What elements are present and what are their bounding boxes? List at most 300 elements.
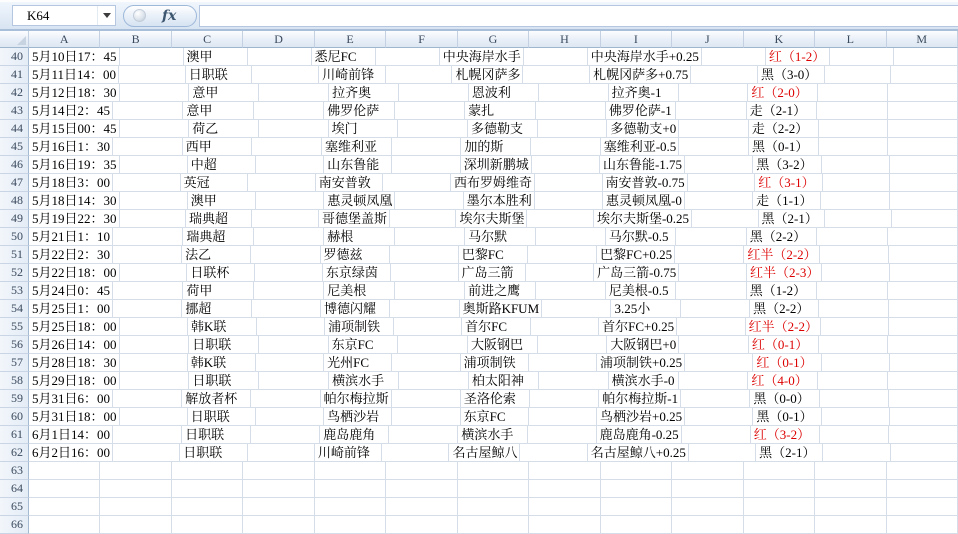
grid-cell-H65[interactable] bbox=[529, 498, 600, 516]
grid-cell-B47[interactable] bbox=[113, 174, 181, 192]
grid-cell-H50[interactable] bbox=[536, 228, 606, 246]
row-header-60[interactable]: 60 bbox=[0, 408, 29, 426]
row-header-47[interactable]: 47 bbox=[0, 174, 29, 192]
grid-cell-K61[interactable] bbox=[751, 426, 820, 444]
grid-cell-G65[interactable] bbox=[458, 498, 529, 516]
grid-cell-D43[interactable] bbox=[254, 102, 324, 120]
grid-cell-E46[interactable] bbox=[324, 156, 392, 174]
grid-cell-K50[interactable] bbox=[747, 228, 817, 246]
grid-cell-L51[interactable] bbox=[820, 246, 889, 264]
grid-cell-J60[interactable] bbox=[685, 408, 753, 426]
grid-cell-F62[interactable] bbox=[382, 444, 449, 462]
grid-cell-M55[interactable] bbox=[889, 318, 958, 336]
grid-cell-M66[interactable] bbox=[887, 516, 958, 534]
grid-cell-K52[interactable] bbox=[747, 264, 822, 282]
grid-cell-D62[interactable] bbox=[248, 444, 315, 462]
grid-cell-M56[interactable] bbox=[888, 336, 958, 354]
grid-cell-E63[interactable] bbox=[315, 462, 386, 480]
grid-cell-B66[interactable] bbox=[100, 516, 171, 534]
grid-cell-D58[interactable] bbox=[259, 372, 329, 390]
grid-cell-A42[interactable] bbox=[29, 84, 120, 102]
grid-cell-C49[interactable] bbox=[186, 210, 252, 228]
row-header-58[interactable]: 58 bbox=[0, 372, 29, 390]
grid-cell-I57[interactable] bbox=[597, 354, 685, 372]
grid-cell-E58[interactable] bbox=[329, 372, 399, 390]
grid-cell-B59[interactable] bbox=[113, 390, 182, 408]
column-header-D[interactable]: D bbox=[243, 31, 314, 48]
grid-cell-L59[interactable] bbox=[820, 390, 889, 408]
grid-cell-I56[interactable] bbox=[607, 336, 679, 354]
grid-cell-G40[interactable] bbox=[440, 48, 524, 66]
grid-cell-I44[interactable] bbox=[607, 120, 679, 138]
grid-cell-C54[interactable] bbox=[182, 300, 251, 318]
grid-cell-G51[interactable] bbox=[459, 246, 528, 264]
grid-cell-J49[interactable] bbox=[692, 210, 758, 228]
grid-cell-J53[interactable] bbox=[676, 282, 746, 300]
grid-cell-B60[interactable] bbox=[120, 408, 188, 426]
grid-cell-D63[interactable] bbox=[243, 462, 314, 480]
grid-cell-B61[interactable] bbox=[113, 426, 182, 444]
grid-cell-I65[interactable] bbox=[601, 498, 672, 516]
grid-cell-K62[interactable] bbox=[756, 444, 823, 462]
grid-cell-I59[interactable] bbox=[599, 390, 681, 408]
grid-cell-H53[interactable] bbox=[536, 282, 606, 300]
column-header-E[interactable]: E bbox=[315, 31, 386, 48]
grid-cell-L52[interactable] bbox=[822, 264, 890, 282]
row-header-51[interactable]: 51 bbox=[0, 246, 29, 264]
row-header-64[interactable]: 64 bbox=[0, 480, 29, 498]
grid-cell-G43[interactable] bbox=[465, 102, 535, 120]
grid-cell-H58[interactable] bbox=[539, 372, 609, 390]
row-header-57[interactable]: 57 bbox=[0, 354, 29, 372]
grid-cell-K48[interactable] bbox=[753, 192, 821, 210]
grid-cell-I60[interactable] bbox=[597, 408, 685, 426]
grid-cell-B57[interactable] bbox=[120, 354, 188, 372]
grid-cell-A57[interactable] bbox=[29, 354, 120, 372]
grid-cell-M52[interactable] bbox=[890, 264, 958, 282]
grid-cell-I58[interactable] bbox=[609, 372, 679, 390]
grid-cell-K46[interactable] bbox=[753, 156, 821, 174]
grid-cell-A63[interactable] bbox=[29, 462, 100, 480]
grid-cell-H43[interactable] bbox=[536, 102, 606, 120]
grid-cell-G41[interactable] bbox=[452, 66, 523, 84]
grid-cell-K63[interactable] bbox=[744, 462, 815, 480]
grid-cell-A61[interactable] bbox=[29, 426, 113, 444]
grid-cell-L60[interactable] bbox=[822, 408, 890, 426]
grid-cell-C64[interactable] bbox=[172, 480, 243, 498]
grid-cell-I53[interactable] bbox=[606, 282, 676, 300]
grid-cell-D51[interactable] bbox=[251, 246, 320, 264]
grid-cell-J65[interactable] bbox=[672, 498, 743, 516]
grid-cell-G53[interactable] bbox=[465, 282, 535, 300]
grid-cell-I46[interactable] bbox=[600, 156, 685, 174]
row-header-59[interactable]: 59 bbox=[0, 390, 29, 408]
grid-cell-H40[interactable] bbox=[524, 48, 588, 66]
grid-cell-A44[interactable] bbox=[29, 120, 120, 138]
grid-cell-G42[interactable] bbox=[469, 84, 539, 102]
grid-cell-K58[interactable] bbox=[748, 372, 818, 390]
grid-cell-B44[interactable] bbox=[120, 120, 190, 138]
grid-cell-F53[interactable] bbox=[395, 282, 465, 300]
grid-cell-F49[interactable] bbox=[390, 210, 456, 228]
grid-cell-I64[interactable] bbox=[601, 480, 672, 498]
grid-cell-A54[interactable] bbox=[29, 300, 113, 318]
grid-cell-A49[interactable] bbox=[29, 210, 120, 228]
grid-cell-B48[interactable] bbox=[120, 192, 188, 210]
grid-cell-G44[interactable] bbox=[468, 120, 538, 138]
grid-cell-D60[interactable] bbox=[256, 408, 324, 426]
grid-cell-D45[interactable] bbox=[252, 138, 322, 156]
grid-cell-K45[interactable] bbox=[749, 138, 819, 156]
column-header-I[interactable]: I bbox=[601, 31, 672, 48]
grid-cell-L45[interactable] bbox=[819, 138, 889, 156]
formula-bar-input[interactable] bbox=[199, 5, 958, 27]
grid-cell-M65[interactable] bbox=[887, 498, 958, 516]
grid-cell-F61[interactable] bbox=[389, 426, 458, 444]
grid-cell-I52[interactable] bbox=[594, 264, 679, 282]
grid-cell-I47[interactable] bbox=[603, 174, 688, 192]
grid-cell-B63[interactable] bbox=[100, 462, 171, 480]
grid-cell-C41[interactable] bbox=[186, 66, 253, 84]
grid-cell-E50[interactable] bbox=[324, 228, 394, 246]
grid-cell-K59[interactable] bbox=[750, 390, 819, 408]
grid-cell-E66[interactable] bbox=[315, 516, 386, 534]
grid-cell-I61[interactable] bbox=[597, 426, 682, 444]
grid-cell-H62[interactable] bbox=[520, 444, 587, 462]
grid-cell-M43[interactable] bbox=[888, 102, 958, 120]
grid-cell-E56[interactable] bbox=[329, 336, 399, 354]
grid-cell-H44[interactable] bbox=[538, 120, 608, 138]
grid-cell-I48[interactable] bbox=[603, 192, 685, 210]
grid-cell-D46[interactable] bbox=[256, 156, 324, 174]
grid-cell-F42[interactable] bbox=[399, 84, 469, 102]
grid-cell-F64[interactable] bbox=[386, 480, 457, 498]
grid-cell-K64[interactable] bbox=[744, 480, 815, 498]
grid-cell-F58[interactable] bbox=[399, 372, 469, 390]
grid-cell-D57[interactable] bbox=[256, 354, 324, 372]
grid-cell-I55[interactable] bbox=[599, 318, 677, 336]
grid-cell-G63[interactable] bbox=[458, 462, 529, 480]
grid-cell-D61[interactable] bbox=[251, 426, 320, 444]
grid-cell-A53[interactable] bbox=[29, 282, 113, 300]
grid-cell-M47[interactable] bbox=[890, 174, 958, 192]
grid-cell-J56[interactable] bbox=[679, 336, 749, 354]
grid-cell-A46[interactable] bbox=[29, 156, 120, 174]
grid-cell-A56[interactable] bbox=[29, 336, 120, 354]
grid-cell-L63[interactable] bbox=[815, 462, 886, 480]
grid-cell-H55[interactable] bbox=[531, 318, 600, 336]
grid-cell-I63[interactable] bbox=[601, 462, 672, 480]
grid-cell-G52[interactable] bbox=[459, 264, 527, 282]
grid-cell-L44[interactable] bbox=[819, 120, 889, 138]
grid-cell-A47[interactable] bbox=[29, 174, 113, 192]
grid-cell-J62[interactable] bbox=[689, 444, 756, 462]
row-header-49[interactable]: 49 bbox=[0, 210, 29, 228]
grid-cell-C40[interactable] bbox=[184, 48, 248, 66]
grid-cell-A52[interactable] bbox=[29, 264, 120, 282]
grid-cell-F60[interactable] bbox=[392, 408, 460, 426]
grid-cell-H61[interactable] bbox=[528, 426, 597, 444]
grid-cell-C59[interactable] bbox=[182, 390, 251, 408]
grid-cell-L56[interactable] bbox=[819, 336, 889, 354]
grid-cell-J57[interactable] bbox=[685, 354, 753, 372]
grid-cell-I66[interactable] bbox=[601, 516, 672, 534]
grid-cell-H46[interactable] bbox=[532, 156, 600, 174]
grid-cell-G50[interactable] bbox=[465, 228, 535, 246]
grid-cell-E45[interactable] bbox=[322, 138, 392, 156]
grid-cell-C60[interactable] bbox=[188, 408, 256, 426]
grid-cell-B55[interactable] bbox=[120, 318, 189, 336]
grid-cell-A48[interactable] bbox=[29, 192, 120, 210]
grid-cell-L49[interactable] bbox=[825, 210, 891, 228]
row-header-56[interactable]: 56 bbox=[0, 336, 29, 354]
grid-cell-E49[interactable] bbox=[319, 210, 390, 228]
grid-cell-L58[interactable] bbox=[818, 372, 888, 390]
grid-cell-I50[interactable] bbox=[606, 228, 676, 246]
row-header-50[interactable]: 50 bbox=[0, 228, 29, 246]
grid-cell-C50[interactable] bbox=[183, 228, 253, 246]
grid-cell-E44[interactable] bbox=[329, 120, 399, 138]
grid-cell-F59[interactable] bbox=[392, 390, 461, 408]
grid-cell-J48[interactable] bbox=[685, 192, 753, 210]
row-header-54[interactable]: 54 bbox=[0, 300, 29, 318]
row-header-52[interactable]: 52 bbox=[0, 264, 29, 282]
grid-cell-L65[interactable] bbox=[815, 498, 886, 516]
grid-cell-G61[interactable] bbox=[458, 426, 527, 444]
column-header-K[interactable]: K bbox=[744, 31, 815, 48]
grid-cell-E42[interactable] bbox=[329, 84, 399, 102]
grid-cell-A60[interactable] bbox=[29, 408, 120, 426]
grid-cell-C45[interactable] bbox=[183, 138, 253, 156]
grid-cell-G58[interactable] bbox=[469, 372, 539, 390]
grid-cell-F45[interactable] bbox=[392, 138, 462, 156]
grid-cell-F41[interactable] bbox=[386, 66, 453, 84]
grid-cell-E52[interactable] bbox=[323, 264, 391, 282]
grid-cell-G64[interactable] bbox=[458, 480, 529, 498]
grid-cell-J50[interactable] bbox=[676, 228, 746, 246]
column-header-H[interactable]: H bbox=[529, 31, 600, 48]
grid-cell-K51[interactable] bbox=[744, 246, 819, 264]
grid-cell-A55[interactable] bbox=[29, 318, 120, 336]
grid-cell-C58[interactable] bbox=[189, 372, 259, 390]
grid-cell-M48[interactable] bbox=[890, 192, 958, 210]
grid-cell-D56[interactable] bbox=[259, 336, 329, 354]
column-header-B[interactable]: B bbox=[100, 31, 171, 48]
grid-cell-C53[interactable] bbox=[183, 282, 253, 300]
grid-cell-D66[interactable] bbox=[243, 516, 314, 534]
grid-cell-H59[interactable] bbox=[530, 390, 599, 408]
grid-cell-C43[interactable] bbox=[183, 102, 253, 120]
row-header-43[interactable]: 43 bbox=[0, 102, 29, 120]
grid-cell-M50[interactable] bbox=[888, 228, 958, 246]
grid-cell-G54[interactable] bbox=[460, 300, 543, 318]
grid-cell-C47[interactable] bbox=[181, 174, 249, 192]
grid-cell-H63[interactable] bbox=[529, 462, 600, 480]
grid-cell-E64[interactable] bbox=[315, 480, 386, 498]
grid-cell-F55[interactable] bbox=[394, 318, 463, 336]
grid-cell-J52[interactable] bbox=[679, 264, 747, 282]
grid-cell-J44[interactable] bbox=[679, 120, 749, 138]
grid-cell-F44[interactable] bbox=[398, 120, 468, 138]
grid-cell-E61[interactable] bbox=[320, 426, 389, 444]
grid-cell-K42[interactable] bbox=[748, 84, 818, 102]
grid-cell-L43[interactable] bbox=[817, 102, 887, 120]
grid-cell-J61[interactable] bbox=[682, 426, 751, 444]
row-header-44[interactable]: 44 bbox=[0, 120, 29, 138]
grid-cell-F63[interactable] bbox=[386, 462, 457, 480]
grid-cell-I43[interactable] bbox=[606, 102, 676, 120]
grid-cell-H64[interactable] bbox=[529, 480, 600, 498]
grid-cell-K47[interactable] bbox=[755, 174, 823, 192]
grid-cell-C55[interactable] bbox=[188, 318, 257, 336]
grid-cell-G49[interactable] bbox=[456, 210, 527, 228]
row-header-66[interactable]: 66 bbox=[0, 516, 29, 534]
grid-cell-M42[interactable] bbox=[888, 84, 958, 102]
insert-function-button[interactable] bbox=[123, 5, 197, 27]
grid-cell-K53[interactable] bbox=[747, 282, 817, 300]
grid-cell-D42[interactable] bbox=[259, 84, 329, 102]
grid-cell-A65[interactable] bbox=[29, 498, 100, 516]
grid-cell-B52[interactable] bbox=[120, 264, 188, 282]
grid-cell-E65[interactable] bbox=[315, 498, 386, 516]
grid-cell-E55[interactable] bbox=[325, 318, 394, 336]
grid-cell-B56[interactable] bbox=[120, 336, 190, 354]
grid-cell-J51[interactable] bbox=[675, 246, 744, 264]
grid-cell-E60[interactable] bbox=[324, 408, 392, 426]
select-all-button[interactable] bbox=[0, 31, 29, 48]
grid-cell-M61[interactable] bbox=[889, 426, 958, 444]
grid-cell-H57[interactable] bbox=[529, 354, 597, 372]
grid-cell-C63[interactable] bbox=[172, 462, 243, 480]
row-header-53[interactable]: 53 bbox=[0, 282, 29, 300]
column-header-G[interactable]: G bbox=[458, 31, 529, 48]
grid-cell-C66[interactable] bbox=[172, 516, 243, 534]
grid-cell-I40[interactable] bbox=[588, 48, 702, 66]
grid-cell-H52[interactable] bbox=[526, 264, 594, 282]
grid-cell-G45[interactable] bbox=[461, 138, 531, 156]
row-header-42[interactable]: 42 bbox=[0, 84, 29, 102]
grid-cell-K43[interactable] bbox=[747, 102, 817, 120]
grid-cell-D50[interactable] bbox=[254, 228, 324, 246]
grid-cell-G56[interactable] bbox=[468, 336, 538, 354]
grid-cell-D64[interactable] bbox=[243, 480, 314, 498]
grid-cell-J59[interactable] bbox=[681, 390, 750, 408]
grid-cell-J42[interactable] bbox=[679, 84, 749, 102]
row-header-41[interactable]: 41 bbox=[0, 66, 29, 84]
grid-cell-D65[interactable] bbox=[243, 498, 314, 516]
grid-cell-I49[interactable] bbox=[594, 210, 692, 228]
grid-cell-A45[interactable] bbox=[29, 138, 113, 156]
grid-cell-I42[interactable] bbox=[609, 84, 679, 102]
grid-cell-J58[interactable] bbox=[679, 372, 749, 390]
grid-cell-M53[interactable] bbox=[888, 282, 958, 300]
grid-cell-M59[interactable] bbox=[889, 390, 958, 408]
grid-cell-L50[interactable] bbox=[817, 228, 887, 246]
column-header-C[interactable]: C bbox=[172, 31, 243, 48]
grid-cell-K40[interactable] bbox=[766, 48, 830, 66]
grid-cell-K49[interactable] bbox=[759, 210, 825, 228]
grid-cell-E43[interactable] bbox=[324, 102, 394, 120]
grid-cell-M46[interactable] bbox=[890, 156, 958, 174]
grid-cell-D48[interactable] bbox=[256, 192, 324, 210]
grid-cell-E47[interactable] bbox=[316, 174, 384, 192]
grid-cell-L57[interactable] bbox=[822, 354, 890, 372]
grid-cell-G62[interactable] bbox=[449, 444, 520, 462]
row-header-46[interactable]: 46 bbox=[0, 156, 29, 174]
grid-cell-H66[interactable] bbox=[529, 516, 600, 534]
grid-cell-M45[interactable] bbox=[888, 138, 958, 156]
grid-cell-B42[interactable] bbox=[120, 84, 190, 102]
grid-cell-H42[interactable] bbox=[539, 84, 609, 102]
grid-cell-I45[interactable] bbox=[601, 138, 680, 156]
grid-cell-M57[interactable] bbox=[890, 354, 958, 372]
grid-cell-D54[interactable] bbox=[252, 300, 321, 318]
grid-cell-J64[interactable] bbox=[672, 480, 743, 498]
grid-cell-H48[interactable] bbox=[535, 192, 603, 210]
grid-cell-E48[interactable] bbox=[324, 192, 395, 210]
grid-cell-J45[interactable] bbox=[679, 138, 749, 156]
grid-cell-F57[interactable] bbox=[392, 354, 460, 372]
grid-cell-H47[interactable] bbox=[535, 174, 603, 192]
grid-cell-E59[interactable] bbox=[321, 390, 392, 408]
grid-cell-L61[interactable] bbox=[820, 426, 889, 444]
grid-cell-H56[interactable] bbox=[538, 336, 608, 354]
grid-cell-K65[interactable] bbox=[744, 498, 815, 516]
grid-cell-K66[interactable] bbox=[744, 516, 815, 534]
grid-cell-M62[interactable] bbox=[891, 444, 958, 462]
grid-cell-G59[interactable] bbox=[461, 390, 530, 408]
grid-cell-H45[interactable] bbox=[531, 138, 601, 156]
name-box[interactable] bbox=[12, 5, 116, 26]
grid-cell-E54[interactable] bbox=[321, 300, 390, 318]
row-header-45[interactable]: 45 bbox=[0, 138, 29, 156]
grid-cell-F52[interactable] bbox=[391, 264, 459, 282]
column-header-L[interactable]: L bbox=[815, 31, 886, 48]
grid-cell-M63[interactable] bbox=[887, 462, 958, 480]
grid-cell-B45[interactable] bbox=[113, 138, 183, 156]
grid-cell-B58[interactable] bbox=[120, 372, 190, 390]
grid-cell-J43[interactable] bbox=[676, 102, 746, 120]
grid-cell-A59[interactable] bbox=[29, 390, 113, 408]
grid-cell-M44[interactable] bbox=[888, 120, 958, 138]
grid-cell-L48[interactable] bbox=[821, 192, 889, 210]
grid-cell-C44[interactable] bbox=[189, 120, 259, 138]
grid-cell-F54[interactable] bbox=[390, 300, 459, 318]
grid-cell-M40[interactable] bbox=[894, 48, 958, 66]
grid-cell-M49[interactable] bbox=[892, 210, 958, 228]
grid-cell-H41[interactable] bbox=[523, 66, 590, 84]
grid-cell-L55[interactable] bbox=[821, 318, 890, 336]
grid-cell-E62[interactable] bbox=[315, 444, 382, 462]
grid-cell-D47[interactable] bbox=[248, 174, 316, 192]
grid-cell-B54[interactable] bbox=[113, 300, 182, 318]
grid-cell-J41[interactable] bbox=[691, 66, 758, 84]
grid-cell-F43[interactable] bbox=[395, 102, 465, 120]
grid-cell-M51[interactable] bbox=[889, 246, 958, 264]
grid-cell-E57[interactable] bbox=[324, 354, 392, 372]
grid-cell-H54[interactable] bbox=[542, 300, 611, 318]
grid-cell-M64[interactable] bbox=[887, 480, 958, 498]
grid-cell-C42[interactable] bbox=[189, 84, 259, 102]
grid-cell-F66[interactable] bbox=[386, 516, 457, 534]
row-header-61[interactable]: 61 bbox=[0, 426, 29, 444]
grid-cell-J46[interactable] bbox=[685, 156, 753, 174]
grid-cell-C52[interactable] bbox=[187, 264, 255, 282]
grid-cell-B62[interactable] bbox=[113, 444, 180, 462]
grid-cell-C46[interactable] bbox=[188, 156, 256, 174]
column-header-F[interactable]: F bbox=[386, 31, 457, 48]
grid-cell-D52[interactable] bbox=[255, 264, 323, 282]
